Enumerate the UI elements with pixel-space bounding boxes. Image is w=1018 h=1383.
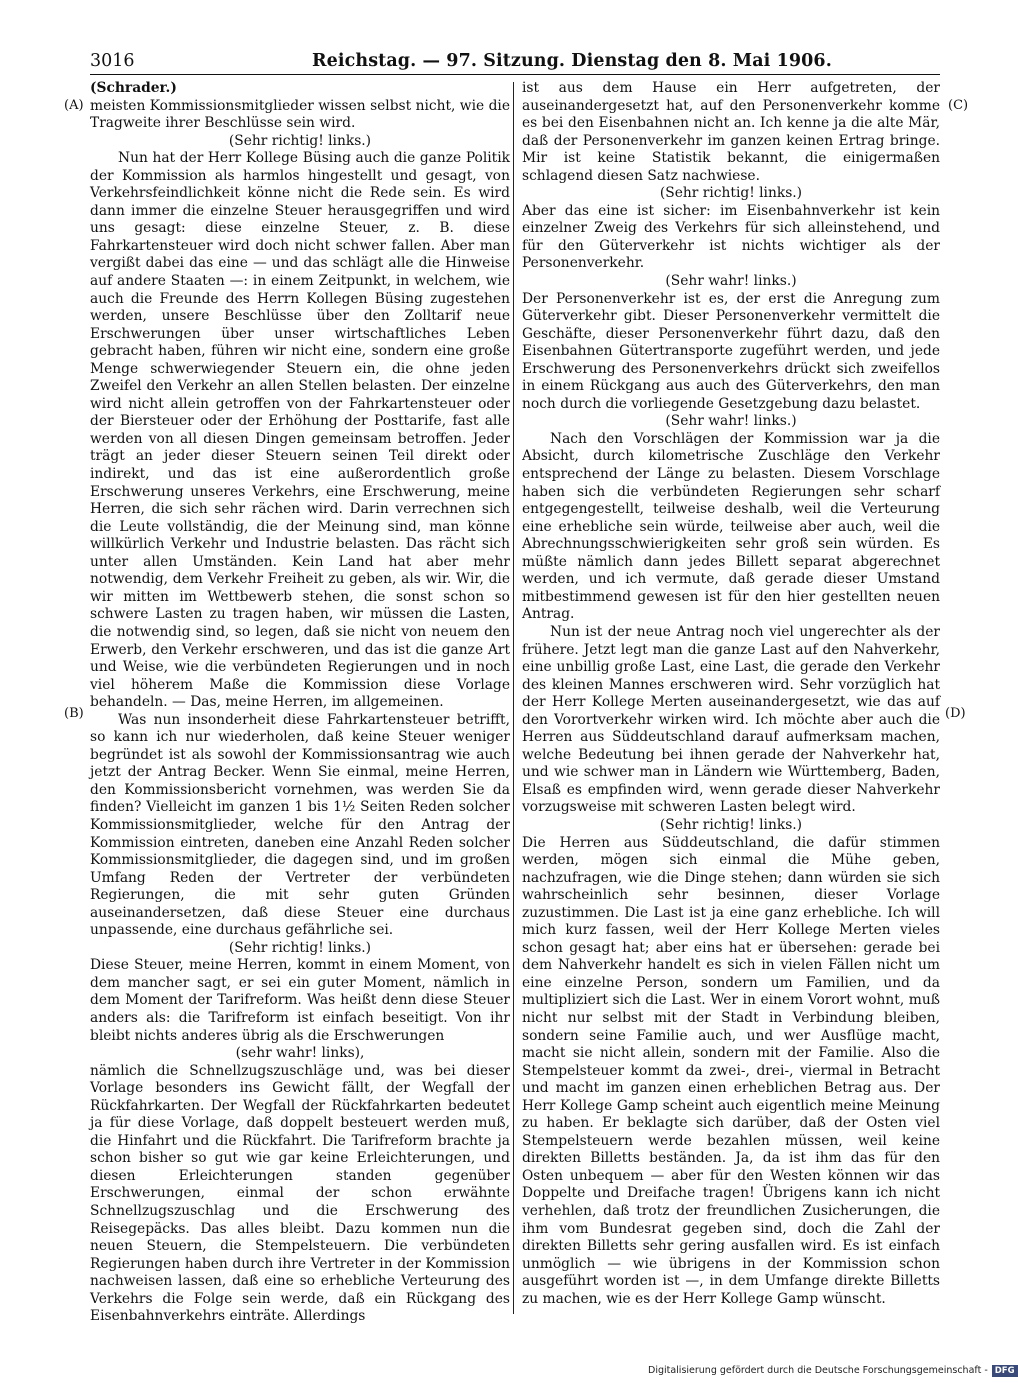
page-number: 3016 bbox=[90, 51, 135, 71]
session-title: Reichstag. — 97. Sitzung. Dienstag den 8. Mai 1906. bbox=[312, 51, 832, 71]
paragraph: meisten Kommissionsmitglieder wissen selbst nicht, wie die Tragweite ihrer Beschlüsse sein wird. bbox=[90, 97, 510, 132]
margin-letter-a: (A) bbox=[64, 98, 84, 113]
interjection: (Sehr richtig! links.) bbox=[228, 939, 372, 956]
interjection: (Sehr richtig! links.) bbox=[659, 185, 803, 202]
interjection: (sehr wahr! links), bbox=[235, 1045, 365, 1062]
page-header bbox=[90, 50, 832, 72]
margin-letter-b: (B) bbox=[64, 706, 84, 721]
interjection: (Sehr richtig! links.) bbox=[228, 132, 372, 149]
right-column bbox=[522, 80, 940, 1308]
column-divider bbox=[513, 82, 514, 1314]
header-rule bbox=[90, 74, 940, 75]
paragraph: Was nun insonderheit diese Fahrkartensteuer betrifft, so kann ich nur wiederholen, daß keine Steuer weniger begründet ist als sowohl der Kommissionsantrag wie auch jetzt der Antrag Becker. Wenn Sie einmal, meine Herren, den Kommissionsbericht vornehmen, was werden Sie da finden? Vielleicht im ganzen 1 bis 1½ Seiten Reden solcher Kommissionsmitglieder, welche für den Antrag der Kommission eintreten, daneben eine Anzahl Reden solcher Kommissionsmitglieder, die dagegen sind, und im großen Umfang Reden der Vertreter der verbündeten Regierungen, die mit sehr guten Gründen auseinandersetzen, daß diese Steuer eine durchaus unpassende, eine durchaus gefährliche sei. bbox=[90, 711, 510, 939]
interjection: (Sehr richtig! links.) bbox=[659, 816, 803, 833]
paragraph: nämlich die Schnellzugszuschläge und, was bei dieser Vorlage besonders ins Gewicht fällt, der Wegfall der Rückfahrkarten. Der Wegfall der Rückfahrkarten bedeutet ja für diese Vorlage, daß doppelt besteuert werden muß, die Hinfahrt und die Rückfahrt. Die Tarifreform brachte ja schon bisher so gut wie gar keine Erleichterungen, und diesen Erleichterungen standen gegenüber Erschwerungen, einmal der schon erwähnte Schnellzugszuschlag und die Erschwerung des Reisegepäcks. Das alles bleibt. Dazu kommen nun die neuen Steuern, die Stempelsteuern. Die verbündeten Regierungen haben durch ihre Vertreter in der Kommission nachweisen lassen, daß eine so erhebliche Verteurung des Verkehrs die Folge sein werde, daß ein Rückgang des Eisenbahnverkehrs einträte. Allerdings bbox=[90, 1062, 510, 1325]
margin-letter-c: (C) bbox=[948, 98, 969, 113]
paragraph: ist aus dem Hause ein Herr aufgetreten, der auseinandergesetzt hat, auf den Personenverkehr komme es bei den Eisenbahnen nicht an. Ich kenne ja die alte Mär, daß der Personenverkehr im ganzen keinen Ertrag bringe. Mir ist keine Statistik bekannt, die einigermaßen schlagend diesen Satz nachwiese. bbox=[522, 80, 940, 184]
interjection: (Sehr wahr! links.) bbox=[665, 413, 797, 430]
paragraph: Der Personenverkehr ist es, der erst die Anregung zum Güterverkehr gibt. Dieser Personenverkehr vermittelt die Geschäfte, dieser Personenverkehr führt dazu, daß den Eisenbahnen Gütertransporte zugeführt werden, und jede Erschwerung des Personenverkehrs drückt sich zweifellos in einem Rückgang aus auch des Güterverkehrs, den man noch durch die vorliegende Gesetzgebung dazu belastet. bbox=[522, 290, 940, 412]
paragraph: Diese Steuer, meine Herren, kommt in einem Moment, von dem mancher sagt, er sei ein guter Moment, nämlich in dem Moment der Tarifreform. Was heißt denn diese Steuer anders als: die Tarifreform ist einfach beseitigt. Von ihr bleibt nichts anderes übrig als die Erschwerungen bbox=[90, 957, 510, 1044]
dfg-logo: DFG bbox=[992, 1365, 1018, 1377]
speaker-name: (Schrader.) bbox=[90, 80, 177, 96]
margin-letter-d: (D) bbox=[945, 706, 966, 721]
paragraph: Aber das eine ist sicher: im Eisenbahnverkehr ist kein einzelner Zweig des Verkehrs für sich alleinstehend, und für den Güterverkehr ist nichts wichtiger als der Personenverkehr. bbox=[522, 202, 940, 272]
paragraph: Nach den Vorschlägen der Kommission war ja die Absicht, durch kilometrische Zuschläge den Verkehr entsprechend der Länge zu belasten. Diesem Vorschlage haben sich die verbündeten Regierungen sehr scharf entgegengestellt, teilweise deshalb, weil die Verteurung eine erhebliche sein würde, teilweise aber auch, weil die Abrechnungsschwierigkeiten sehr groß sein würden. Es müßte nämlich dann jedes Billett separat abgerechnet werden, und ich vermute, daß gerade dieser Umstand mitbestimmend gewesen ist für den hier gestellten neuen Antrag. bbox=[522, 430, 940, 623]
paragraph: Nun ist der neue Antrag noch viel ungerechter als der frühere. Jetzt legt man die ganze Last auf den Nahverkehr, eine unbillig große Last, eine Last, die gerade den Verkehr des kleinen Mannes erschweren wird. Sehr vorzüglich hat der Herr Kollege Merten auseinandergesetzt, wie das auf den Vorortverkehr wirken wird. Ich möchte aber auch die Herren aus Süddeutschland darauf aufmerksam machen, welche Bedeutung bei ihnen gerade der Nahverkehr hat, und wie schwer man in Ländern wie Württemberg, Baden, Elsaß es empfinden wird, wenn gerade dieser Nahverkehr vorzugsweise mit schweren Lasten belegt wird. bbox=[522, 623, 940, 816]
digitization-credit bbox=[648, 1364, 1015, 1378]
interjection: (Sehr wahr! links.) bbox=[665, 273, 797, 290]
paragraph: Die Herren aus Süddeutschland, die dafür stimmen werden, mögen sich einmal die Mühe geben, nachzufragen, wie die Dinge stehen; dann würden sie sich wahrscheinlich sehr besinnen, dieser Vorlage zuzustimmen. Die Last ist ja eine ganz erhebliche. Ich will mich kurz fassen, weil der Herr Kollege Merten vieles schon gesagt hat; aber eins hat er übersehen: gerade bei dem Nahverkehr handelt es sich in vielen Fällen nicht um eine einzelne Person, sondern um Familien, und da multipliziert sich die Last. Wer in einem Vorort wohnt, muß nicht nur selbst mit der Stadt in Verbindung bleiben, sondern seine Familie auch, und wer Ausflüge macht, macht sie nicht allein, sondern mit der Familie. Also die Stempelsteuer kommt da zwei-, drei-, viermal in Betracht und macht im ganzen einen erheblichen Betrag aus. Der Herr Kollege Gamp scheint auch eigentlich meine Meinung zu haben. Er beklagte sich darüber, daß der Osten viel Stempelsteuern werde bezahlen müssen, weil keine direkten Billetts beständen. Ja, da ist ihm das für den Osten unbequem — aber für den Westen können wir das Doppelte und Dreifache tragen! Übrigens kann ich nicht verhehlen, daß trotz der freundlichen Zusicherungen, die ihm vom Bundesrat gegeben sind, doch die Zahl der direkten Billetts sehr gering ausfallen wird. Es ist einfach unmöglich — wie übrigens in der Kommission schon ausgeführt worden ist —, in dem Umfange direkte Billetts zu machen, wie es der Herr Kollege Gamp wünscht. bbox=[522, 834, 940, 1307]
left-column bbox=[90, 80, 510, 1326]
credit-text: Digitalisierung gefördert durch die Deutsche Forschungsgemeinschaft - bbox=[648, 1365, 988, 1376]
paragraph: Nun hat der Herr Kollege Büsing auch die ganze Politik der Kommission als harmlos hingestellt und gesagt, von Verkehrsfeindlichkeit könne nicht die Rede sein. Es wird dann immer die einzelne Steuer herausgegriffen und wird uns gesagt: diese einzelne Steuer, z. B. diese Fahrkartensteuer wird doch nicht schwer fallen. Aber man vergißt dabei das eine — und das schlägt alle die Hinweise auf andere Staaten —: in einem Zeitpunkt, in welchem, wie auch die Freunde des Herrn Kollegen Büsing zugestehen werden, unsere Beschlüsse über den Zolltarif neue Erschwerungen über unser wirtschaftliches Leben gebracht haben, führen wir nicht eine, sondern eine große Menge schwerwiegender Steuern ein, die ohne jeden Zweifel den Verkehr an allen Stellen belasten. Der einzelne wird nicht allein getroffen von der Fahrkartensteuer oder der Biersteuer oder der Erhöhung der Posttarife, fast alle werden von all diesen Dingen gemeinsam betroffen. Jeder trägt an jeder dieser Steuern seinen Teil direkt oder indirekt, und das ist eine außerordentlich große Erschwerung unseres Verkehrs, eine Erschwerung, meine Herren, die sich sehr rächen wird. Darin verrechnen sich die Leute vollständig, die der Meinung sind, man könne willkürlich Verkehr und Industrie belasten. Das rächt sich unter allen Umständen. Kein Land hat aber mehr notwendig, dem Verkehr Freiheit zu geben, als wir. Wir, die wir mitten im Wettbewerb stehen, die sonst schon so schwere Lasten zu tragen haben, wir müssen die Lasten, die notwendig sind, so legen, daß sie nicht von neuem den Erwerb, den Verkehr erschweren, und das ist die ganze Art und Weise, wie die verbündeten Regierungen und in noch viel höherem Maße die Kommission diese Vorlage behandeln. — Das, meine Herren, im allgemeinen. bbox=[90, 150, 510, 711]
